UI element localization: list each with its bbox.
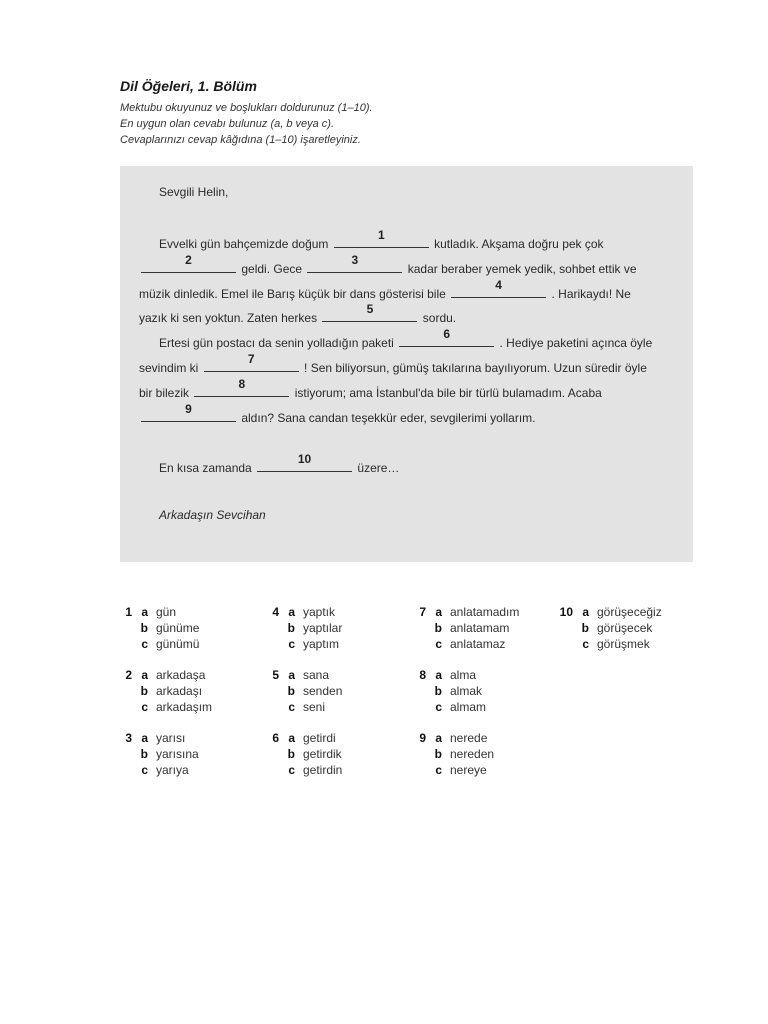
option-5a[interactable]: 5 a sana [272,668,330,682]
option-3c[interactable]: c yarıya [141,763,189,777]
question-5 [267,667,407,715]
option-4a[interactable]: 4 a yaptık [272,605,336,619]
blank-number: 7 [247,352,255,366]
blank-4[interactable] [451,278,546,298]
option-2b[interactable]: b arkadaşı [140,684,203,698]
option-7b[interactable]: b anlatamam [434,621,510,635]
blank-2[interactable] [141,253,236,273]
option-3a[interactable]: 3 a yarısı [125,731,186,745]
letter-line: 2 geldi. Gece 3 kadar beraber yemek yedik, sohbet ettik ve [139,258,637,277]
option-10b[interactable]: b görüşecek [581,621,653,635]
question-9 [414,730,554,778]
letter-line: 9 aldın? Sana candan teşekkür eder, sevgilerimi yollarım. [139,407,536,426]
blank-number: 9 [185,402,192,416]
blank-3[interactable] [307,253,402,273]
letter-greeting: Sevgili Helin, [159,185,229,199]
instruction-line: En uygun olan cevabı bulunuz (a, b veya c). [120,118,335,130]
blank-number: 5 [366,302,374,316]
instruction-line: Cevaplarınızı cevap kâğıdına (1–10) işaretleyiniz. [120,134,361,146]
option-10a[interactable]: 10 a görüşeceğiz [559,605,662,619]
option-6a[interactable]: 6 a getirdi [272,731,336,745]
option-7c[interactable]: c anlatamaz [435,637,506,651]
blank-number: 8 [238,377,246,391]
blank-number: 4 [495,278,502,292]
blank-number: 10 [297,452,312,466]
option-6b[interactable]: b getirdik [287,747,342,761]
answer-choices [120,604,700,784]
option-8c[interactable]: c almam [435,700,487,714]
letter-line: Ertesi gün postacı da senin yolladığın paketi 6 . Hediye paketini açınca öyle [159,327,653,350]
blank-6[interactable] [399,327,494,347]
blank-number: 3 [351,253,359,267]
letter-line: Evvelki gün bahçemizde doğum 1 kutladık. Akşama doğru pek çok [159,228,604,251]
blank-number: 1 [377,228,385,242]
blank-8[interactable] [194,377,289,397]
letter-line: müzik dinledik. Emel ile Barış küçük bir dans gösterisi bile 4 . Harikaydı! Ne [139,278,631,301]
option-4c[interactable]: c yaptım [288,637,340,651]
question-7 [414,604,554,652]
blank-number: 2 [185,253,192,267]
letter-closing: En kısa zamanda 10 üzere… [159,452,400,475]
question-10 [561,604,701,652]
option-1a[interactable]: 1 a gün [125,605,177,619]
option-3b[interactable]: b yarısına [140,747,199,761]
option-7a[interactable]: 7 a anlatamadım [419,605,520,619]
option-8a[interactable]: 8 a alma [419,668,477,682]
letter-line: bir bilezik 8 istiyorum; ama İstanbul'da bile bir türlü bulamadım. Acaba [139,377,602,400]
instructions [120,100,373,148]
blank-9[interactable] [141,402,236,422]
blank-number: 6 [443,327,451,341]
question-4 [267,604,407,652]
letter-signature: Arkadaşın Sevcihan [159,508,266,522]
option-9a[interactable]: 9 a nerede [419,731,488,745]
blank-7[interactable] [204,352,299,372]
letter-box [120,166,693,562]
option-5b[interactable]: b senden [287,684,343,698]
blank-10[interactable] [257,452,352,472]
option-8b[interactable]: b almak [434,684,483,698]
question-6 [267,730,407,778]
question-2 [120,667,260,715]
option-9b[interactable]: b nereden [434,747,495,761]
option-1b[interactable]: b günüme [140,621,200,635]
option-2c[interactable]: c arkadaşım [141,700,213,714]
blank-5[interactable] [322,302,417,322]
question-3 [120,730,260,778]
option-6c[interactable]: c getirdin [288,763,343,777]
instruction-line: Mektubu okuyunuz ve boşlukları doldurunuz (1–10). [120,102,373,114]
option-4b[interactable]: b yaptılar [287,621,343,635]
blank-1[interactable] [334,228,429,248]
question-1 [120,604,260,652]
letter-line: yazık ki sen yoktun. Zaten herkes 5 sordu. [139,302,457,325]
page-title: Dil Öğeleri, 1. Bölüm [120,78,257,94]
option-2a[interactable]: 2 a arkadaşa [125,668,206,682]
question-8 [414,667,554,715]
option-10c[interactable]: c görüşmek [582,637,650,651]
option-5c[interactable]: c seni [288,700,326,714]
option-9c[interactable]: c nereye [435,763,487,777]
letter-line: sevindim ki 7 ! Sen biliyorsun, gümüş takılarına bayılıyorum. Uzun süredir öyle [139,352,647,375]
option-1c[interactable]: c günümü [141,637,200,651]
